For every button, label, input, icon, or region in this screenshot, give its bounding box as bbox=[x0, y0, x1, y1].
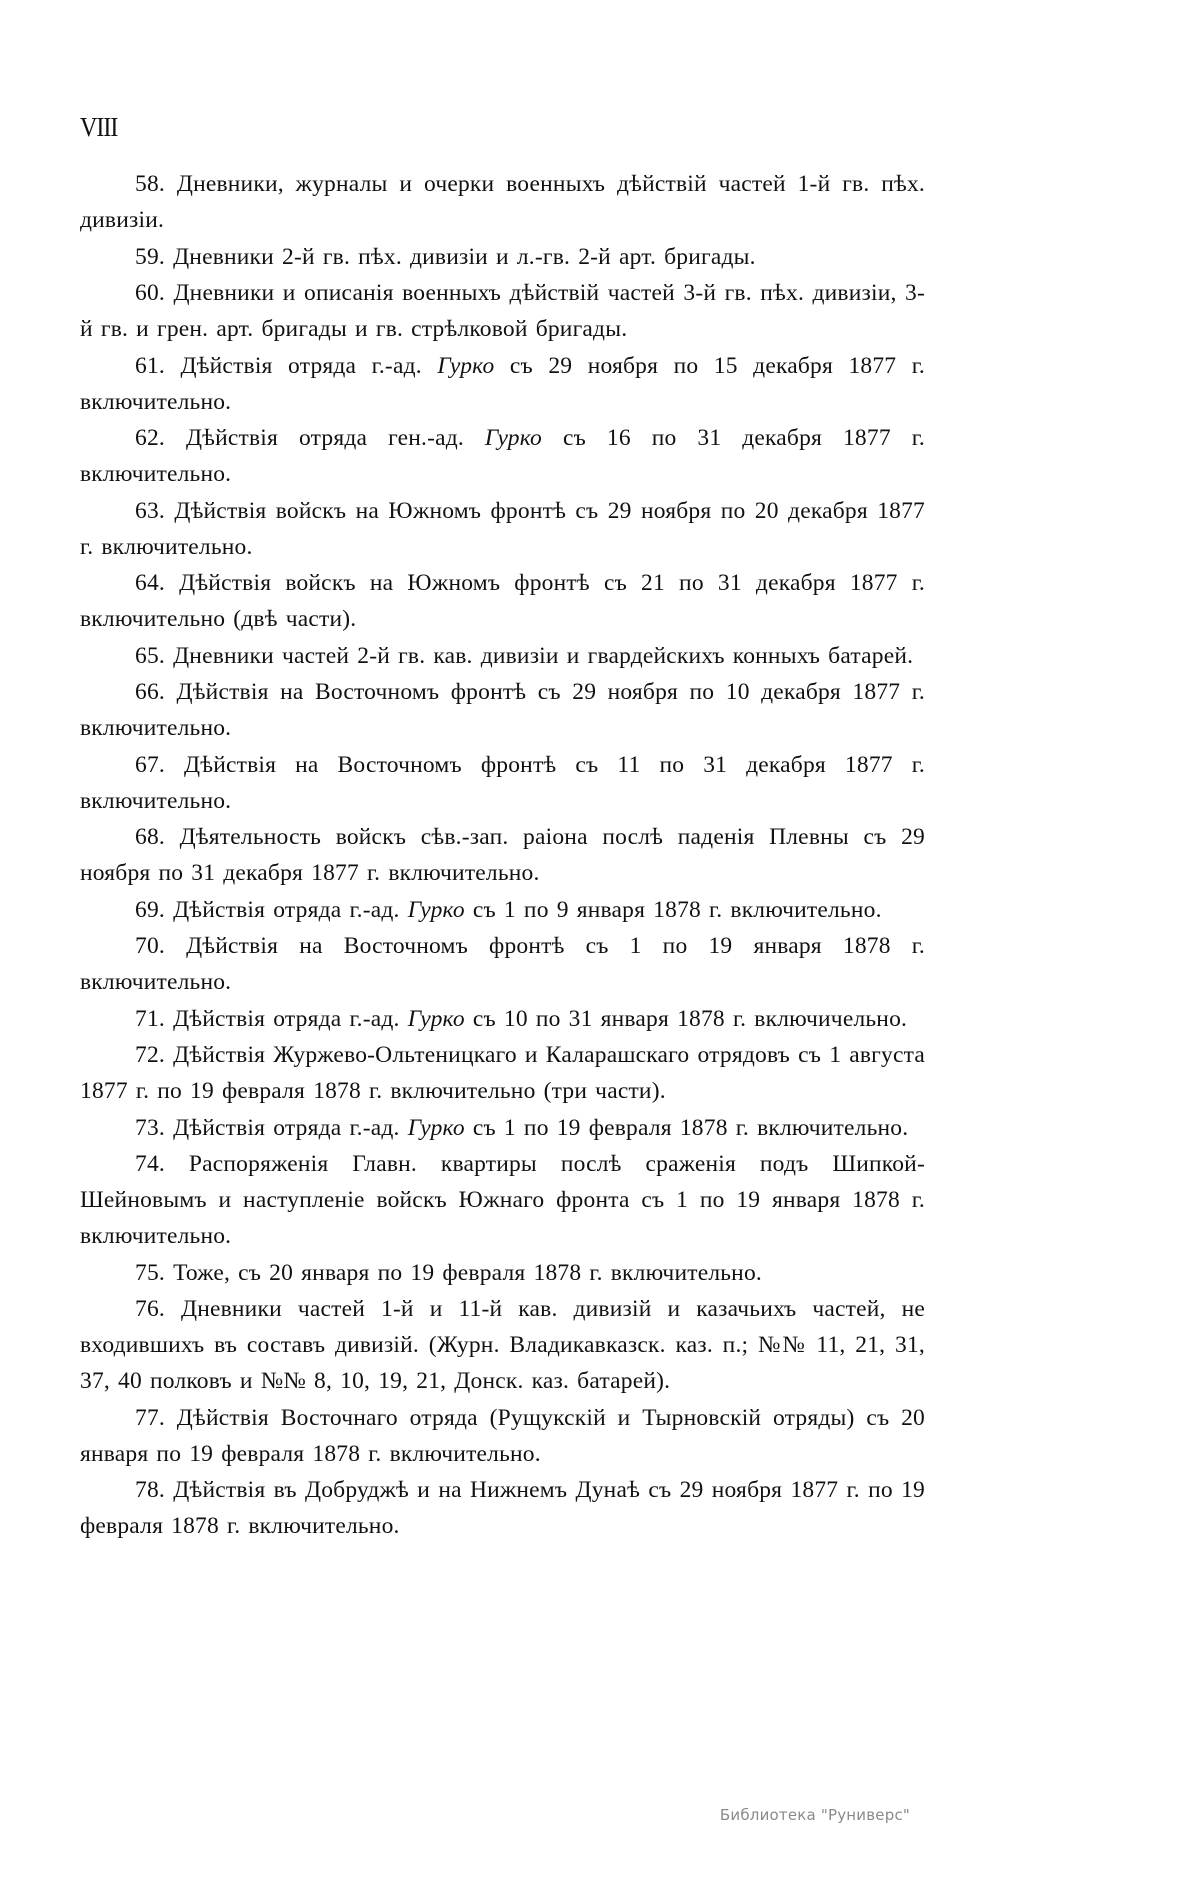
entry-text: Дѣйствія Журжево-Ольтеницкаго и Каларашскаго отрядовъ съ 1 августа 1877 г. по 19 февраля 1878 г. включительно (три части). bbox=[80, 1042, 925, 1104]
entry-number: 65. bbox=[135, 642, 165, 669]
entry-number: 74. bbox=[135, 1151, 165, 1177]
entry-number: 71. bbox=[135, 1005, 165, 1032]
entry-number: 64. bbox=[135, 570, 165, 596]
entry-text: Дневники, журналы и очерки военныхъ дѣйствій частей 1-й гв. пѣх. дивизіи. bbox=[80, 171, 926, 233]
entry-text: Дѣйствія на Восточномъ фронтѣ съ 1 по 19 января 1878 г. включительно. bbox=[80, 933, 925, 995]
entry-text: Дѣйствія Восточнаго отряда (Рущукскій и Тырновскій отряды) съ 20 января по 19 февраля 1878 г. включительно. bbox=[80, 1404, 926, 1467]
entry-text: Дѣйствія на Восточномъ фронтѣ съ 11 по 31 декабря 1877 г. включительно. bbox=[80, 751, 926, 814]
entry-text: Дѣйствія отряда г.-ад. bbox=[180, 352, 438, 379]
entry-text: Дневники частей 1-й и 11-й кав. дивизій и казачьихъ частей, не входившихъ въ составъ дивизій. (Журн. Владикавказск. каз. п.; №№ 11, 21, 31, 37, 40 полковъ и №№ 8, 10, 19, 21, Донск. каз. батарей). bbox=[80, 1296, 925, 1394]
list-item bbox=[80, 1291, 925, 1399]
list-item bbox=[80, 1110, 925, 1146]
list-item bbox=[80, 1001, 925, 1037]
list-item bbox=[80, 1037, 925, 1109]
list-item bbox=[80, 166, 925, 238]
entry-number: 63. bbox=[135, 497, 165, 524]
entry-text: Дневники и описанія военныхъ дѣйствій частей 3-й гв. пѣх. дивизіи, 3-й гв. и грен. арт. бригады и гв. стрѣлковой бригады. bbox=[80, 280, 925, 342]
list-item bbox=[80, 1472, 925, 1544]
list-item bbox=[80, 493, 925, 565]
entry-number: 59. bbox=[135, 243, 165, 270]
entry-text: Дневники 2-й гв. пѣх. дивизіи и л.-гв. 2-й арт. бригады. bbox=[173, 243, 756, 270]
entry-number: 70. bbox=[135, 933, 165, 959]
entry-text: съ 1 по 9 января 1878 г. включительно. bbox=[464, 896, 882, 923]
list-item bbox=[80, 565, 925, 637]
entry-text: Дѣйствія войскъ на Южномъ фронтѣ съ 29 ноября по 20 декабря 1877 г. включительно. bbox=[80, 497, 925, 560]
entry-number: 61. bbox=[135, 352, 165, 379]
entry-number: 60. bbox=[135, 280, 165, 306]
entry-text: Дневники частей 2-й гв. кав. дивизіи и гвардейскихъ конныхъ батарей. bbox=[173, 642, 914, 669]
list-item bbox=[80, 239, 925, 275]
entry-text: съ 10 по 31 января 1878 г. включичельно. bbox=[464, 1005, 908, 1032]
list-item bbox=[80, 420, 925, 492]
entry-number: 72. bbox=[135, 1042, 165, 1068]
entry-name-italic: Гурко bbox=[484, 425, 542, 451]
list-item bbox=[80, 275, 925, 347]
entry-number: 75. bbox=[135, 1259, 165, 1286]
entry-number: 73. bbox=[135, 1114, 165, 1141]
entry-name-italic: Гурко bbox=[407, 1005, 465, 1032]
list-item bbox=[80, 928, 925, 1000]
entry-text: Дѣйствія въ Добруджѣ и на Нижнемъ Дунаѣ съ 29 ноября 1877 г. по 19 февраля 1878 г. включительно. bbox=[80, 1477, 925, 1539]
list-item bbox=[80, 1146, 925, 1254]
entry-number: 77. bbox=[135, 1404, 165, 1431]
entry-number: 69. bbox=[135, 896, 165, 923]
entry-text: Дѣйствія отряда ген.-ад. bbox=[185, 425, 485, 451]
entry-text: Распоряженія Главн. квартиры послѣ сраженія подъ Шипкой-Шейновымъ и наступленіе войскъ Южнаго фронта съ 1 по 19 января 1878 г. включительно. bbox=[80, 1151, 925, 1249]
entry-text: Дѣятельность войскъ сѣв.-зап. раіона послѣ паденія Плевны съ 29 ноября по 31 декабря 1877 г. включительно. bbox=[80, 824, 925, 886]
library-watermark: Библиотека "Руниверс" bbox=[719, 1806, 910, 1824]
entry-number: 78. bbox=[135, 1477, 165, 1503]
list-item bbox=[80, 674, 925, 746]
list-item bbox=[80, 819, 925, 891]
entry-text: Дѣйствія на Восточномъ фронтѣ съ 29 ноября по 10 декабря 1877 г. включительно. bbox=[80, 679, 925, 741]
list-item bbox=[80, 1400, 925, 1472]
entry-text: Дѣйствія отряда г.-ад. bbox=[173, 1114, 408, 1141]
entry-number: 58. bbox=[135, 171, 165, 197]
list-item bbox=[80, 1255, 925, 1291]
entry-text: Дѣйствія отряда г.-ад. bbox=[173, 896, 408, 923]
entry-text: Дѣйствія войскъ на Южномъ фронтѣ съ 21 по 31 декабря 1877 г. включительно (двѣ части). bbox=[80, 570, 925, 632]
list-item bbox=[80, 747, 925, 819]
entry-text: съ 29 ноября по 15 декабря 1877 г. включительно. bbox=[80, 352, 925, 415]
entry-number: 67. bbox=[135, 751, 165, 778]
entry-text: Дѣйствія отряда г.-ад. bbox=[173, 1005, 408, 1032]
list-item bbox=[80, 892, 925, 928]
entry-number: 68. bbox=[135, 824, 165, 850]
document-body bbox=[80, 166, 925, 1545]
entry-text: Тоже, съ 20 января по 19 февраля 1878 г. включительно. bbox=[173, 1259, 762, 1286]
entry-number: 66. bbox=[135, 679, 165, 705]
entry-number: 76. bbox=[135, 1296, 165, 1322]
list-item bbox=[80, 348, 925, 420]
entry-text: съ 1 по 19 февраля 1878 г. включительно. bbox=[464, 1114, 909, 1141]
list-item bbox=[80, 638, 925, 674]
page-number: VIII bbox=[80, 113, 118, 144]
entry-name-italic: Гурко bbox=[407, 896, 465, 923]
entry-name-italic: Гурко bbox=[407, 1114, 465, 1141]
entry-name-italic: Гурко bbox=[437, 352, 495, 379]
entry-number: 62. bbox=[135, 425, 165, 451]
entry-text: съ 16 по 31 декабря 1877 г. включительно. bbox=[80, 425, 925, 487]
